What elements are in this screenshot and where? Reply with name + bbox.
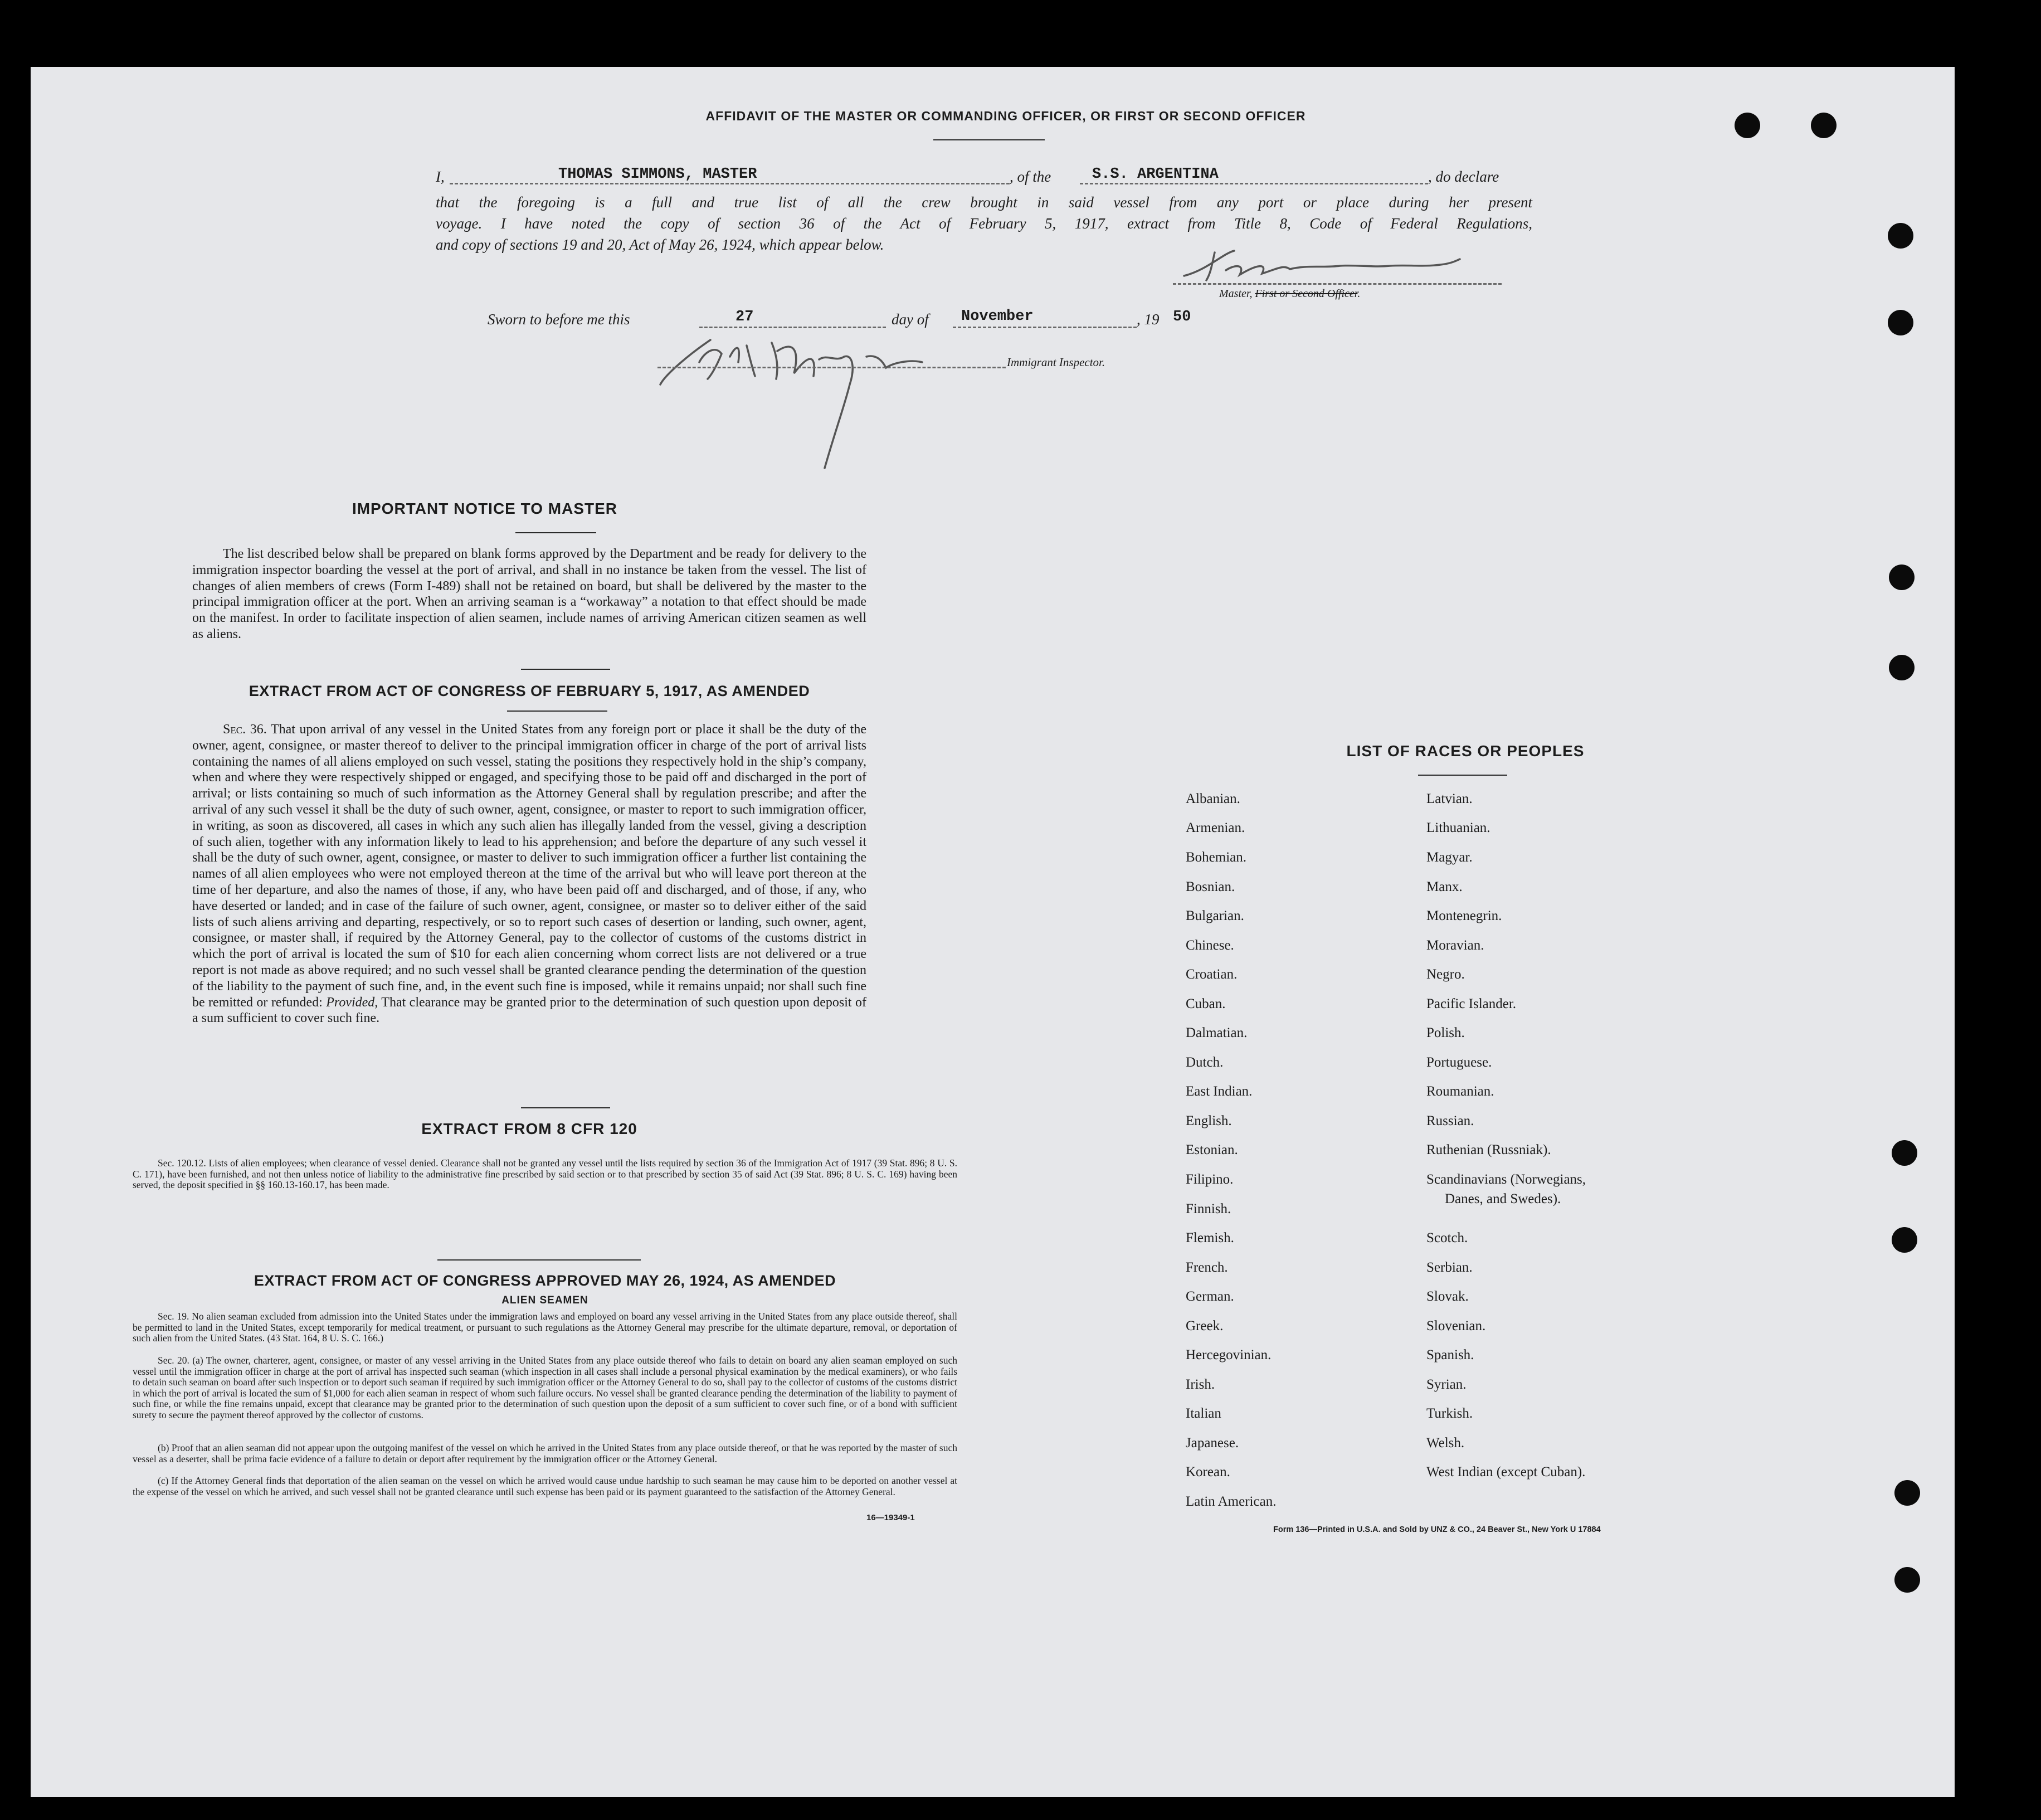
punch-hole <box>1892 1140 1917 1166</box>
affidavit-title: AFFIDAVIT OF THE MASTER OR COMMANDING OFFICER, OR FIRST OR SECOND OFFICER <box>705 109 1306 123</box>
race-item: West Indian (except Cuban). <box>1426 1464 1586 1480</box>
race-item: Moravian. <box>1426 938 1484 953</box>
race-item: Slovenian. <box>1426 1318 1486 1334</box>
affidavit-line: and copy of sections 19 and 20, Act of May 26, 1924, which appear below. <box>436 236 884 253</box>
race-item: Scandinavians (Norwegians, <box>1426 1172 1586 1187</box>
sworn-month: November <box>961 308 1034 325</box>
race-item: Japanese. <box>1186 1435 1239 1451</box>
race-item: Korean. <box>1186 1464 1230 1480</box>
race-item: English. <box>1186 1113 1232 1128</box>
race-item: Ruthenian (Russniak). <box>1426 1142 1551 1157</box>
race-item: Bohemian. <box>1186 850 1247 865</box>
provided-label: Provided, <box>326 995 378 1010</box>
sworn-year: 50 <box>1173 309 1191 325</box>
race-item: Greek. <box>1186 1318 1224 1334</box>
vessel-underline <box>1080 183 1428 184</box>
race-item: Danes, and Swedes). <box>1445 1191 1561 1206</box>
master-name: THOMAS SIMMONS, MASTER <box>558 166 757 183</box>
race-item: Negro. <box>1426 967 1465 982</box>
sec-36-label: Sec. 36. <box>223 722 267 737</box>
of-the-label: , of the <box>1010 168 1051 185</box>
race-item: Albanian. <box>1186 791 1240 806</box>
race-item: Roumanian. <box>1426 1084 1494 1099</box>
race-item: Latin American. <box>1186 1494 1277 1509</box>
race-item: Syrian. <box>1426 1377 1467 1392</box>
race-item: Welsh. <box>1426 1435 1465 1451</box>
vessel-name: S.S. ARGENTINA <box>1092 166 1219 183</box>
sec-36-text <box>192 722 866 1026</box>
race-item: Pacific Islander. <box>1426 996 1517 1011</box>
cfr-title: EXTRACT FROM 8 CFR 120 <box>421 1120 637 1137</box>
master-label <box>1219 288 1360 300</box>
sec-36-body: That upon arrival of any vessel in the United States from any foreign port or place it shall be the duty of the owner, agent, consignee, or master thereof to deliver to the principal immigration officer in charge of the port of arrival lists containing the names of all aliens employed on such vessel, stating the positions they respectively hold in the ship’s company, when and where they were respectively shipped or engaged, and specifying those to be paid off and discharged in the port of arrival; or lists containing so much of such information as the Attorney General shall by regulation prescribe; and after the arrival of any such vessel it shall be the duty of such owner, agent, consignee, or master to report to such immigration officer, in writing, as soon as discovered, all cases in which any such alien has illegally landed from the vessel, giving a description of such alien, together with any information likely to lead to his apprehension; and before the departure of any such vessel it shall be the duty of such owner, agent, consignee, or master to deliver to such immigration officer a further list containing the names of all alien employees who were not employed thereon at the time of the arrival but who will leave port thereon at the time of her departure, and also the names of those, if any, who have been paid off and discharged, and of those, if any, who have deserted or landed; and in case of the failure of such owner, agent, consignee, or master so to deliver either of the said lists of such aliens arriving and departing, respectively, or so to report such cases of desertion or landing, such owner, agent, consignee, or master shall, if required by the Attorney General, pay to the collector of customs of the customs district in which the port of arrival is located the sum of $10 for each alien concerning whom correct lists are not delivered or a true report is not made as above required; and no such vessel shall be granted clearance pending the determination of the question of the liability to the payment of such fine, and, in the event such fine is imposed, while it remains unpaid; nor shall such fine be remitted or refunded: <box>192 722 867 1010</box>
label-period: . <box>1357 288 1361 300</box>
race-item: Irish. <box>1186 1377 1215 1392</box>
document-sheet <box>31 67 1955 1797</box>
inspector-signature <box>632 329 1011 496</box>
race-item: Dutch. <box>1186 1055 1224 1070</box>
notice-text: The list described below shall be prepared on blank forms approved by the Department and be ready for delivery to the immigration inspector boarding the vessel at the port of arrival, and shall in no instance be taken from the vessel. The list of changes of alien members of crews (Form I-489) shall not be retained on board, but shall be delivered by the master to the principal immigration officer at the port. When an arriving seaman is a “workaway” a notation to that effect should be made on the manifest. In order to facilitate inspection of alien seamen, include names of arriving American citizen seamen as well as aliens. <box>192 547 866 641</box>
affidavit-prefix: I, <box>436 168 445 185</box>
punch-hole <box>1888 223 1913 249</box>
sworn-day: 27 <box>735 309 754 325</box>
inspector-signature-line <box>657 367 1006 368</box>
punch-hole <box>1888 310 1913 335</box>
punch-hole <box>1735 113 1760 138</box>
race-item: Polish. <box>1426 1025 1465 1040</box>
form-number: 16—19349-1 <box>866 1513 915 1522</box>
race-item: Montenegrin. <box>1426 908 1502 923</box>
divider <box>933 139 1045 140</box>
race-item: German. <box>1186 1289 1234 1304</box>
sec-20a-text: Sec. 20. (a) The owner, charterer, agent, consignee, or master of any vessel arriving in the United States from any place outside thereof who fails to detain on board any alien seaman employed on such vessel until the immigration officer in charge at the port of arrival has inspected such seaman (which inspection in all cases shall include a personal physical examination by the medical examiners), or who fails to detain such seaman on board after such inspection or to deport such seaman if required by such immigration officer or the Attorney General to do so, shall pay to the collector of customs of the customs district in which the port of arrival is located the sum of $1,000 for each alien seaman in respect of whom such failure occurs. No vessel shall be granted clearance pending the determination of the liability to payment of such fine, or while the fine remains unpaid, except that clearance may be granted prior to the determination of such question upon the deposit of a sum sufficient to cover such fine, or of a bond with sufficient surety to secure the payment thereof approved by the collector of customs. <box>133 1355 957 1420</box>
punch-hole <box>1892 1227 1917 1253</box>
inspector-label: Immigrant Inspector. <box>1007 356 1105 369</box>
race-item: Scotch. <box>1426 1230 1468 1245</box>
name-underline <box>450 183 1010 184</box>
race-item: East Indian. <box>1186 1084 1253 1099</box>
race-item: Russian. <box>1426 1113 1474 1128</box>
do-declare-label: , do declare <box>1428 168 1499 185</box>
punch-hole <box>1811 113 1837 138</box>
year-label: , 19 <box>1137 311 1160 328</box>
race-item: Filipino. <box>1186 1172 1234 1187</box>
punch-hole <box>1894 1480 1920 1506</box>
race-item: Dalmatian. <box>1186 1025 1248 1040</box>
punch-hole <box>1894 1567 1920 1593</box>
divider <box>521 1107 610 1108</box>
affidavit-line: that the foregoing is a full and true list of all the crew brought in said vessel from any port or place during her present <box>436 194 1532 211</box>
divider <box>1418 775 1507 776</box>
divider <box>515 532 596 533</box>
race-item: Croatian. <box>1186 967 1238 982</box>
sec-19-text: Sec. 19. No alien seaman excluded from admission into the United States under the immigration laws and employed on board any vessel arriving in the United States from any place outside thereof, shall be permitted to land in the United States, except temporarily for medical treatment, or pursuant to such regulations as the Attorney General may prescribe for the ultimate departure, removal, or deportation of such alien from the United States. (43 Stat. 164, 8 U. S. C. 166.) <box>133 1311 957 1344</box>
day-of-label: day of <box>892 311 929 328</box>
divider <box>521 669 610 670</box>
divider <box>437 1259 641 1261</box>
extract-1924-title: EXTRACT FROM ACT OF CONGRESS APPROVED MAY 26, 1924, AS AMENDED <box>254 1272 836 1289</box>
notice-title: IMPORTANT NOTICE TO MASTER <box>352 500 618 517</box>
punch-hole <box>1889 565 1915 590</box>
race-item: Bosnian. <box>1186 879 1235 894</box>
cfr-text: Sec. 120.12. Lists of alien employees; when clearance of vessel denied. Clearance shall not be granted any vessel until the lists required by section 36 of the Immigration Act of 1917 (39 Stat. 896; 8 U. S. C. 171), have been furnished, and not then unless notice of liability to the administrative fine prescribed by said section or to that prescribed by section 35 of said Act (39 Stat. 896; 8 U. S. C. 169) having been served, the deposit specified in §§ 160.13-160.17, has been made. <box>133 1157 957 1191</box>
officer-struck-label: First or Second Officer <box>1255 288 1358 300</box>
divider <box>507 711 607 712</box>
race-item: Finnish. <box>1186 1201 1231 1216</box>
race-item: Bulgarian. <box>1186 908 1244 923</box>
race-item: Flemish. <box>1186 1230 1234 1245</box>
alien-seamen-subtitle: ALIEN SEAMEN <box>501 1295 588 1306</box>
punch-hole <box>1889 655 1915 680</box>
race-item: Latvian. <box>1426 791 1473 806</box>
race-item: Portuguese. <box>1426 1055 1492 1070</box>
sec-20b-text: (b) Proof that an alien seaman did not appear upon the outgoing manifest of the vessel on which he arrived in the United States from any place outside thereof, or that he was reported by the master of such vessel as a deserter, shall be prima facie evidence of a failure to detain or deport after requirement by the immigration officer or the Attorney General. <box>133 1442 957 1464</box>
race-item: French. <box>1186 1260 1228 1275</box>
sec-36-body-end: That clearance may be granted prior to the determination of such question upon deposit of a sum sufficient to cover such fine. <box>192 995 867 1026</box>
race-item: Magyar. <box>1426 850 1473 865</box>
signature-line <box>1173 283 1502 285</box>
race-item: Manx. <box>1426 879 1463 894</box>
printer-footer: Form 136—Printed in U.S.A. and Sold by UNZ & CO., 24 Beaver St., New York U 17884 <box>1273 1525 1601 1534</box>
extract-1917-title: EXTRACT FROM ACT OF CONGRESS OF FEBRUARY 5, 1917, AS AMENDED <box>249 683 810 699</box>
sec-20c-text: (c) If the Attorney General finds that deportation of the alien seaman on the vessel on which he arrived would cause undue hardship to such seaman he may cause him to be deported on another vessel at the expense of the vessel on which he arrived, and such vessel shall not be granted clearance until such expense has been paid or its payment guaranteed to the satisfaction of the Attorney General. <box>133 1475 957 1497</box>
race-item: Cuban. <box>1186 996 1226 1011</box>
month-underline <box>953 327 1137 328</box>
race-item: Lithuanian. <box>1426 820 1490 835</box>
race-item: Spanish. <box>1426 1347 1474 1362</box>
day-underline <box>699 327 886 328</box>
master-label-text: Master, <box>1219 288 1255 300</box>
race-item: Slovak. <box>1426 1289 1469 1304</box>
sworn-label: Sworn to before me this <box>488 311 630 328</box>
race-item: Italian <box>1186 1406 1221 1421</box>
race-item: Chinese. <box>1186 938 1234 953</box>
races-title: LIST OF RACES OR PEOPLES <box>1346 742 1585 760</box>
affidavit-line: voyage. I have noted the copy of section 36 of the Act of February 5, 1917, extract from Title 8, Code of Federal Regulations, <box>436 215 1532 232</box>
race-item: Turkish. <box>1426 1406 1473 1421</box>
race-item: Armenian. <box>1186 820 1245 835</box>
race-item: Estonian. <box>1186 1142 1238 1157</box>
race-item: Hercegovinian. <box>1186 1347 1272 1362</box>
race-item: Serbian. <box>1426 1260 1473 1275</box>
master-signature <box>1173 248 1490 287</box>
